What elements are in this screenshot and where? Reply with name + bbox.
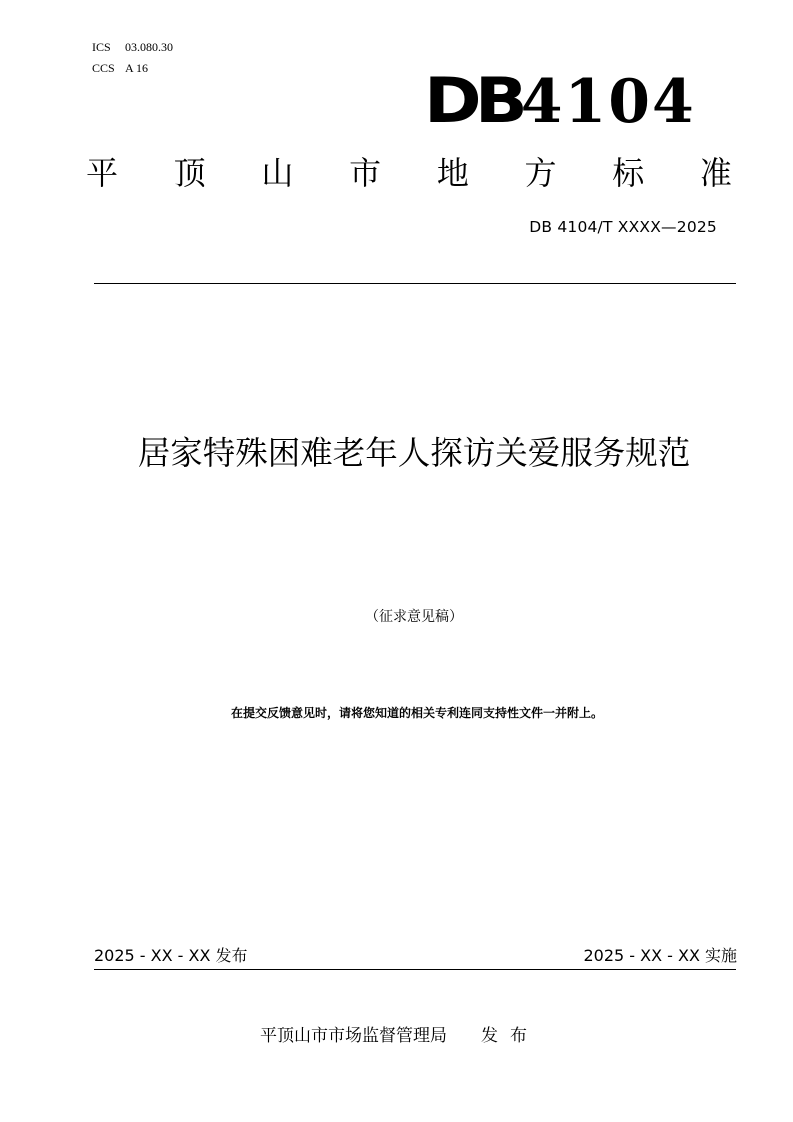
standard-type-char: 平: [86, 154, 119, 192]
standard-type: [86, 150, 732, 196]
ics-label: ICS: [92, 40, 111, 54]
patent-notice: 在提交反馈意见时，请将您知道的相关专利连同支持性文件一并附上。: [230, 706, 603, 720]
publish-date: 2025 - XX - XX 发布: [94, 946, 248, 965]
db-logo-number: 4104: [520, 67, 696, 137]
db-logo: [424, 66, 696, 136]
ccs-value: A 16: [125, 61, 149, 75]
standard-type-char: 标: [612, 154, 645, 192]
issuing-authority: [260, 1024, 539, 1048]
standard-number: DB 4104/T XXXX—2025: [529, 218, 717, 236]
standard-type-char: 顶: [173, 154, 206, 192]
standard-type-char: 方: [524, 154, 557, 192]
document-title: 居家特殊困难老年人探访关爱服务规范: [137, 434, 691, 472]
db-logo-prefix: DB: [424, 64, 522, 137]
ccs-label: CCS: [92, 61, 115, 75]
ccs-code: [92, 61, 148, 75]
issuer-name: 平顶山市市场监督管理局: [260, 1026, 447, 1046]
issue-action: 发布: [481, 1026, 539, 1046]
footer-divider: [94, 969, 736, 970]
standard-type-char: 地: [436, 154, 469, 192]
header-divider: [94, 283, 736, 284]
draft-status: （征求意见稿）: [365, 609, 463, 625]
standard-type-char: 市: [349, 154, 382, 192]
standard-type-char: 山: [261, 154, 294, 192]
standard-type-char: 准: [699, 154, 732, 192]
implement-date: 2025 - XX - XX 实施: [583, 946, 737, 965]
ics-value: 03.080.30: [125, 40, 173, 54]
ics-code: [92, 40, 173, 54]
